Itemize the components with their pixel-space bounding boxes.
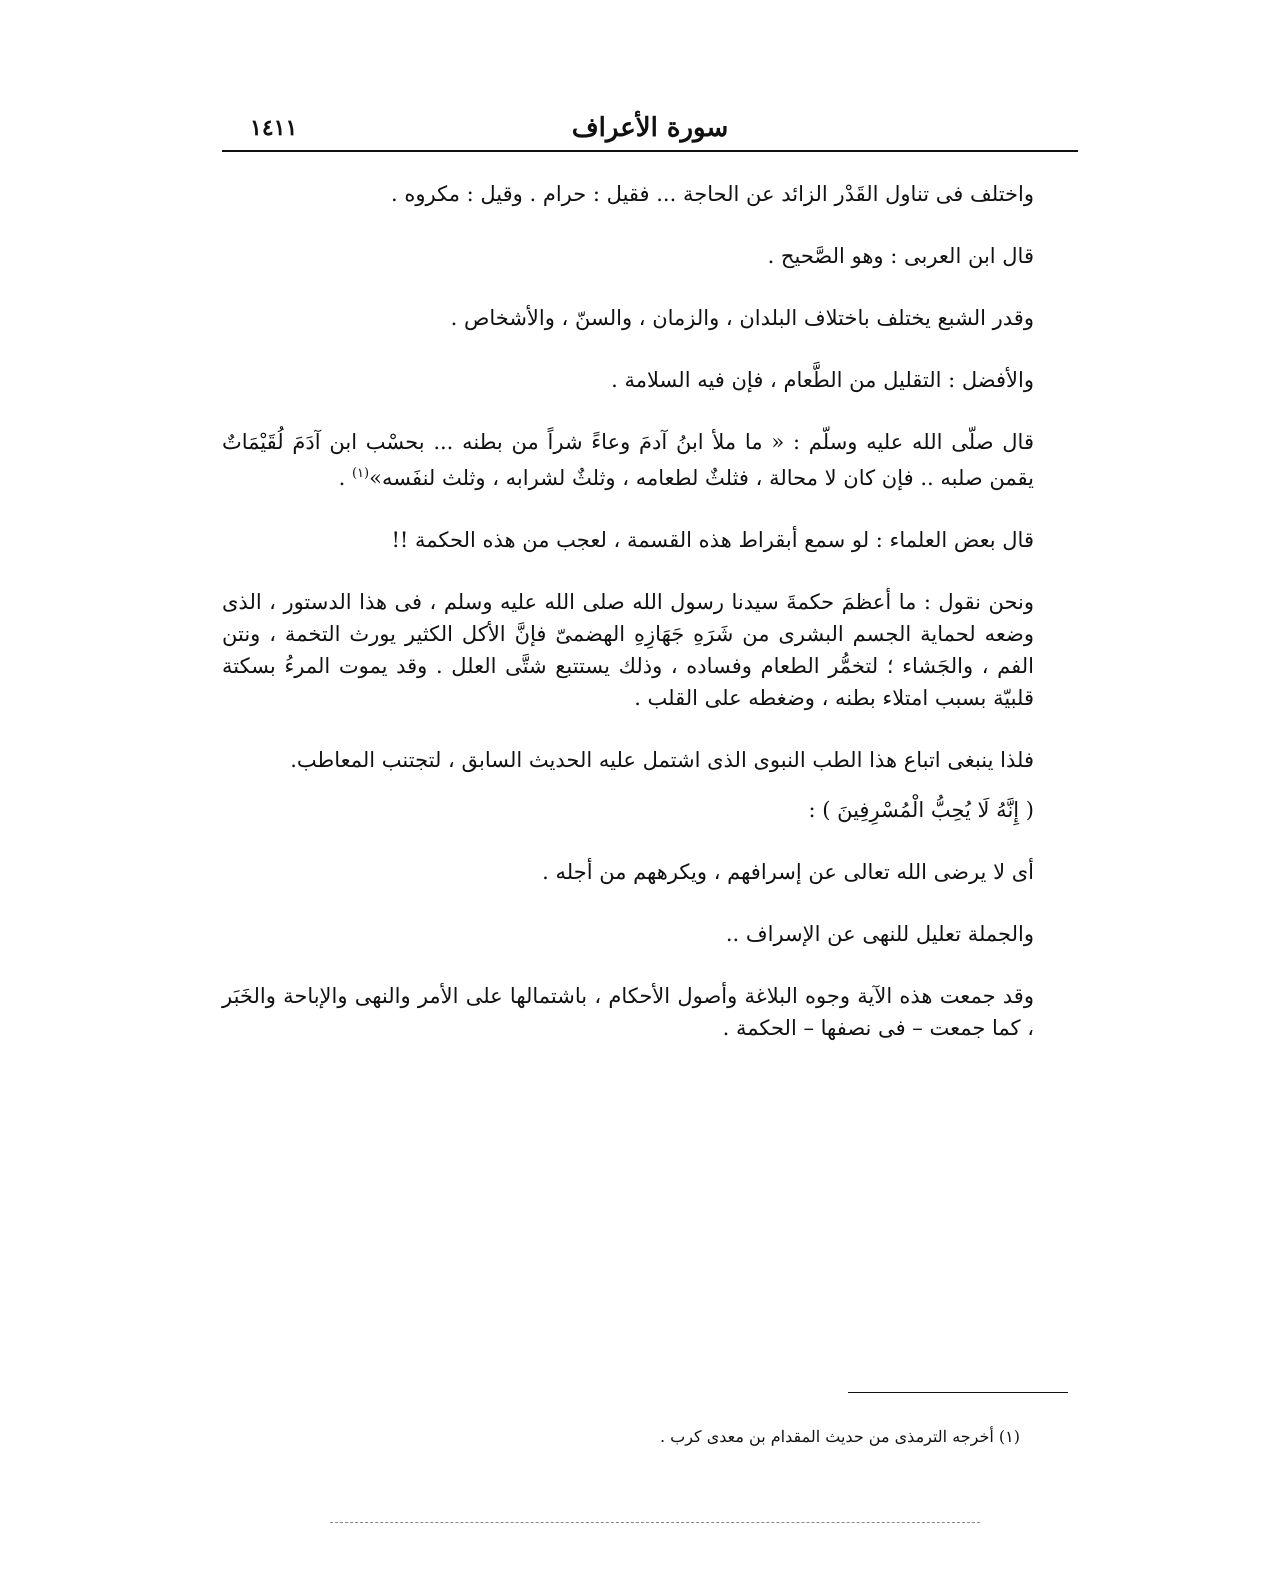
main-text bbox=[222, 178, 1034, 1074]
footnote: (١) أخرجه الترمذى من حديث المقدام بن معدى كرب . bbox=[659, 1427, 1020, 1446]
paragraph: قال ابن العربى : وهو الصَّحيح . bbox=[767, 244, 1034, 268]
page-number: ١٤١١ bbox=[250, 115, 298, 141]
paragraph: فلذا ينبغى اتباع هذا الطب النبوى الذى اشتمل عليه الحديث السابق ، لتجتنب المعاطب. bbox=[290, 748, 1034, 772]
paragraph: قال بعض العلماء : لو سمع أبقراط هذه القسمة ، لعجب من هذه الحكمة !! bbox=[391, 528, 1034, 552]
footnote-reference: (١) bbox=[351, 466, 370, 481]
paragraph: والجملة تعليل للنهى عن الإسراف .. bbox=[725, 922, 1034, 946]
paragraph: وقدر الشبع يختلف باختلاف البلدان ، والزمان ، والسنّ ، والأشخاص . bbox=[450, 306, 1034, 330]
paragraph: واختلف فى تناول القَدْر الزائد عن الحاجة ... فقيل : حرام . وقيل : مكروه . bbox=[391, 182, 1034, 206]
paragraph: وقد جمعت هذه الآية وجوه البلاغة وأصول الأحكام ، باشتمالها على الأمر والنهى والإباحة والخَبَر ، كما جمعت – فى نصفها – الحكمة . bbox=[222, 984, 1034, 1040]
paragraph: أى لا يرضى الله تعالى عن إسرافهم ، ويكرههم من أجله . bbox=[542, 860, 1034, 884]
header-divider bbox=[222, 150, 1078, 152]
footnote-divider bbox=[848, 1392, 1068, 1393]
scan-edge-line bbox=[330, 1522, 980, 1523]
page-header bbox=[222, 108, 1078, 148]
hadith-paragraph: قال صلّى الله عليه وسلّم : « ما ملأ ابنُ آدمَ وعاءً شراً من بطنه ... بحسْب ابن آدَمَ لُقَيْمَاتٌ يقمن صلبه .. فإن كان لا محالة ، فثلثٌ لطعامه ، وثلثٌ لشرابه ، وثلث لنفَسه»$^{(١)}$ . bbox=[222, 430, 1034, 490]
quran-verse: ( إِنَّهُ لَا يُحِبُّ الْمُسْرِفِينَ ) : bbox=[808, 798, 1034, 822]
paragraph: والأفضل : التقليل من الطَّعام ، فإن فيه السلامة . bbox=[611, 368, 1034, 392]
surah-title: سورة الأعراف bbox=[571, 113, 729, 143]
paragraph: ونحن نقول : ما أعظمَ حكمةَ سيدنا رسول الله صلى الله عليه وسلم ، فى هذا الدستور ، الذى وضعه لحماية الجسم البشرى من شَرَهِ جَهَازِهِ الهضمىّ فإنَّ الأكل الكثير يورث التخمة ، ونتن الفم ، والجَشاء ؛ لتخمُّر الطعام وفساده ، وذلك يستتبع شتَّى العلل . وقد يموت المرءُ بسكتة قلبيّة بسبب امتلاء بطنه ، وضغطه على القلب . bbox=[222, 590, 1034, 710]
hadith-text: قال صلّى الله عليه وسلّم : « ما ملأ ابنُ آدمَ وعاءً شراً من بطنه ... بحسْب ابن آدَمَ لُقَيْمَاتٌ يقمن صلبه .. فإن كان لا محالة ، فثلثٌ لطعامه ، وثلثٌ لشرابه ، وثلث لنفَسه» bbox=[222, 430, 1034, 490]
